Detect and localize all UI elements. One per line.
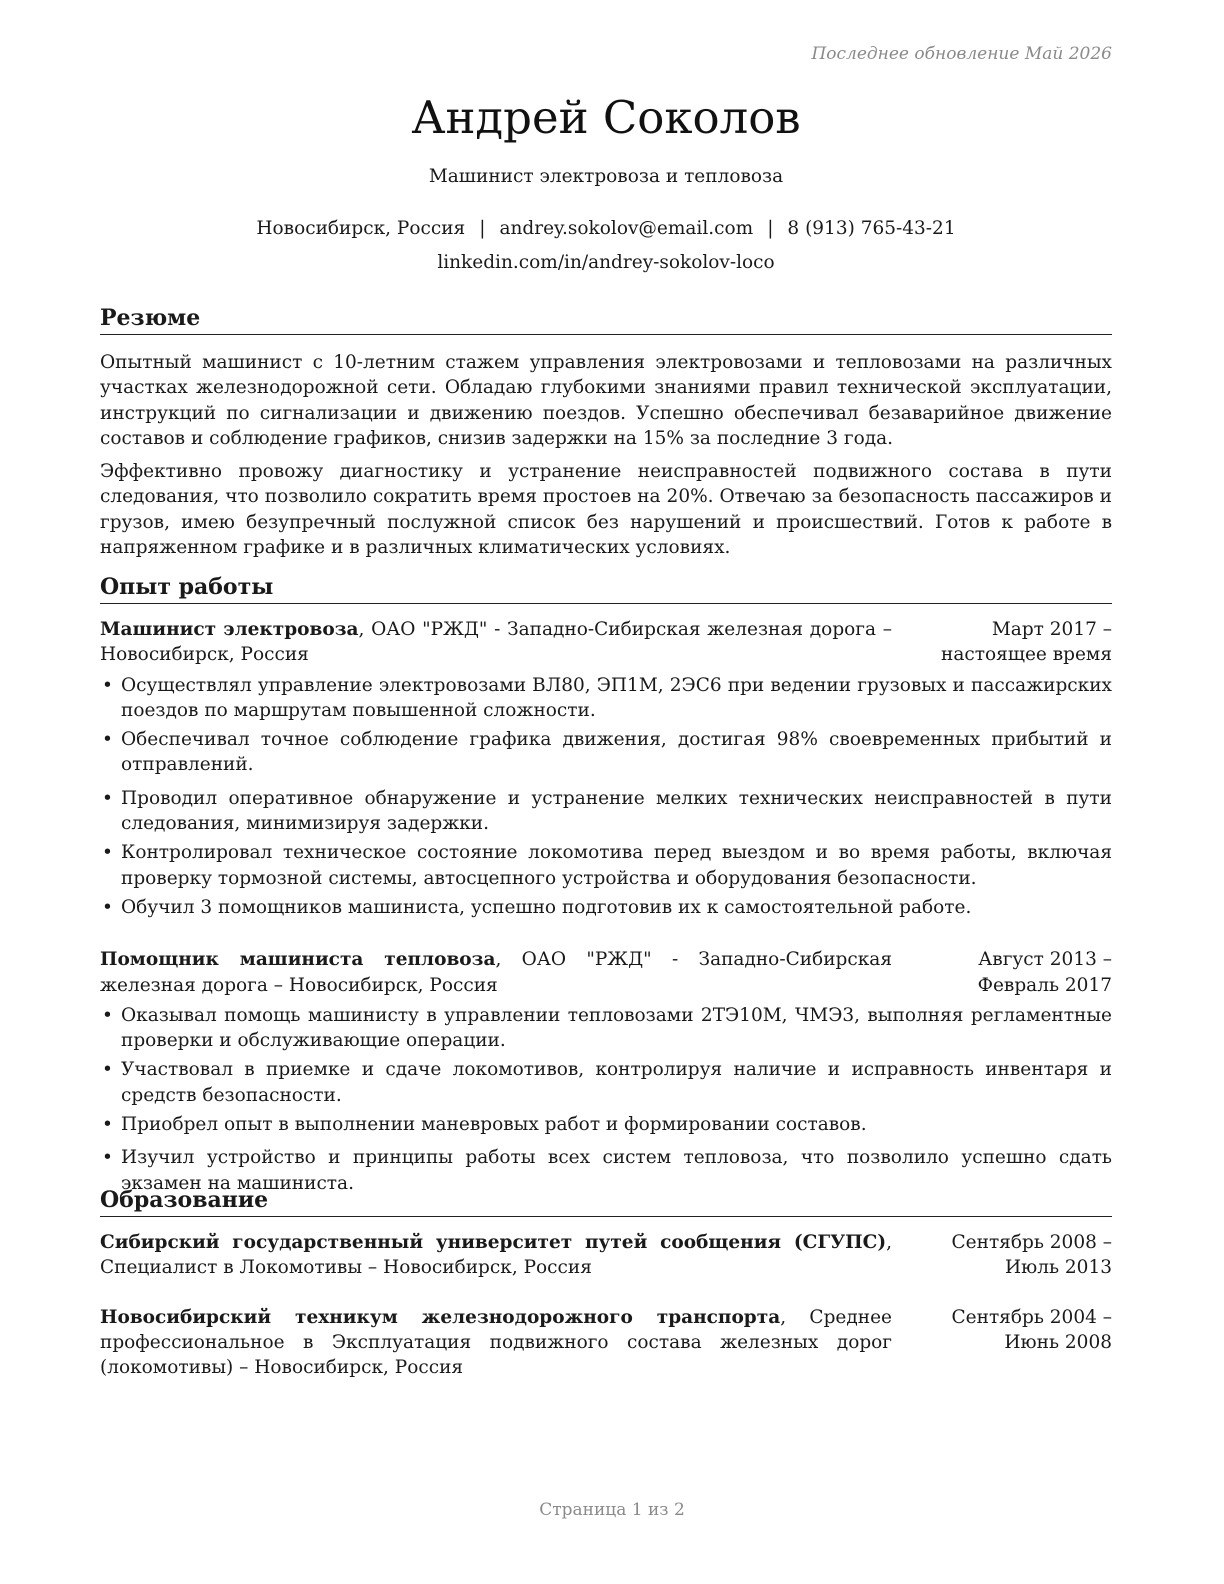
candidate-name: Андрей Соколов [411, 91, 801, 144]
job-description [100, 617, 892, 668]
job-dates: Август 2013 – Февраль 2017 [977, 949, 1112, 996]
candidate-title: Машинист электровоза и тепловоза [428, 166, 784, 187]
list-item: • Участвовал в приемке и сдаче локомотивов, контролируя наличие и исправность инвентаря и средств безопасности. [102, 1059, 1112, 1106]
job-employer: , ОАО "РЖД" - Западно-Сибирская железная дорога – Новосибирск, Россия [100, 949, 892, 996]
last-updated: Последнее обновление Май 2026 [811, 44, 1112, 64]
bullet-icon: • [102, 1147, 113, 1169]
list-item: • Проводил оперативное обнаружение и устранение мелких технических неисправностей в пути следования, минимизируя задержки. [102, 787, 1112, 835]
contact-separator: | [479, 218, 486, 239]
job-header [100, 947, 1112, 998]
job-bullets [100, 1003, 1112, 1196]
education-header [100, 1230, 1112, 1281]
contact-line [100, 218, 1112, 239]
list-item: • Контролировал техническое состояние локомотива перед выездом и во время работы, включая проверку тормозной системы, автосцепного устройства и оборудования безопасности. [102, 842, 1112, 889]
phone-number: 8 (913) 765-43-21 [787, 218, 956, 239]
bullet-icon: • [102, 674, 113, 696]
education-description [100, 1305, 892, 1381]
experience-section [100, 573, 1112, 1196]
job-header [100, 617, 1112, 668]
list-item: • Осуществлял управление электровозами ВЛ80, ЭП1М, 2ЭС6 при ведении грузовых и пассажирских поездов по маршрутам повышенной сложности. [102, 674, 1112, 721]
bullet-icon: • [102, 1004, 113, 1026]
education-section [100, 1186, 1112, 1380]
education-header [100, 1305, 1112, 1381]
job-bullets [100, 673, 1112, 921]
institution-name: Сибирский государственный университет путей сообщения (СГУПС) [100, 1232, 887, 1253]
linkedin-link[interactable]: linkedin.com/in/andrey-sokolov-loco [437, 252, 775, 273]
list-item: • Обеспечивал точное соблюдение графика движения, достигая 98% своевременных прибытий и отправлений. [102, 729, 1112, 776]
summary-paragraph: Эффективно провожу диагностику и устранение неисправностей подвижного состава в пути следования, что позволило сократить время простоев на 20%. Отвечаю за безопасность пассажиров и грузов, имею безупречный послужной список без нарушений и происшествий. Готов к работе в напряженном графике и в различных климатических условиях. [100, 461, 1112, 559]
bullet-icon: • [102, 842, 113, 864]
list-item: • Оказывал помощь машинисту в управлении тепловозами 2ТЭ10М, ЧМЭ3, выполняя регламентные проверки и обслуживающие операции. [102, 1004, 1112, 1052]
education-description [100, 1230, 892, 1281]
job-employer: , ОАО "РЖД" - Западно-Сибирская железная дорога – Новосибирск, Россия [100, 619, 892, 666]
page-number: Страница 1 из 2 [539, 1500, 685, 1520]
job-position: Машинист электровоза [100, 619, 359, 640]
contact-separator: | [767, 218, 774, 239]
summary-paragraph: Опытный машинист с 10-летним стажем управления электровозами и тепловозами на различных участках железнодорожной сети. Обладаю глубокими знаниями правил технической эксплуатации, инструкций по сигнализации и движению поездов. Успешно обеспечивал безаварийное движение составов и соблюдение графиков, снизив задержки на 15% за последние 3 года. [100, 352, 1112, 449]
education-entry [100, 1230, 1112, 1281]
bullet-icon: • [102, 787, 113, 809]
location: Новосибирск, Россия [256, 218, 466, 239]
job-entry [100, 617, 1112, 920]
education-entry [100, 1305, 1112, 1381]
institution-name: Новосибирский техникум железнодорожного транспорта [100, 1306, 781, 1328]
job-description [100, 947, 892, 998]
section-title-experience: Опыт работы [100, 573, 1112, 604]
bullet-icon: • [102, 896, 113, 918]
education-dates: Сентябрь 2008 – Июль 2013 [951, 1232, 1112, 1279]
education-dates: Сентябрь 2004 – Июнь 2008 [951, 1306, 1112, 1353]
section-title-education: Образование [100, 1186, 1112, 1217]
summary-section [100, 304, 1112, 560]
degree-details: , Специалист в Локомотивы – Новосибирск, Россия [100, 1232, 892, 1279]
degree-details: , Среднее профессиональное в Эксплуатация подвижного состава железных дорог (локомотивы) – Новосибирск, Россия [100, 1306, 893, 1379]
email-link[interactable]: andrey.sokolov@email.com [499, 218, 754, 239]
job-position: Помощник машиниста тепловоза [100, 949, 496, 971]
bullet-icon: • [102, 729, 113, 751]
list-item: • Изучил устройство и принципы работы всех систем тепловоза, что позволило успешно сдать экзамен на машиниста. [102, 1147, 1112, 1194]
bullet-icon: • [102, 1059, 113, 1081]
section-title-summary: Резюме [100, 304, 1112, 335]
job-dates: Март 2017 – настоящее время [940, 619, 1112, 666]
job-entry [100, 947, 1112, 1196]
bullet-icon: • [102, 1114, 113, 1136]
list-item: • Обучил 3 помощников машиниста, успешно подготовив их к самостоятельной работе. [100, 895, 1112, 920]
list-item: • Приобрел опыт в выполнении маневровых работ и формировании составов. [100, 1112, 1112, 1137]
